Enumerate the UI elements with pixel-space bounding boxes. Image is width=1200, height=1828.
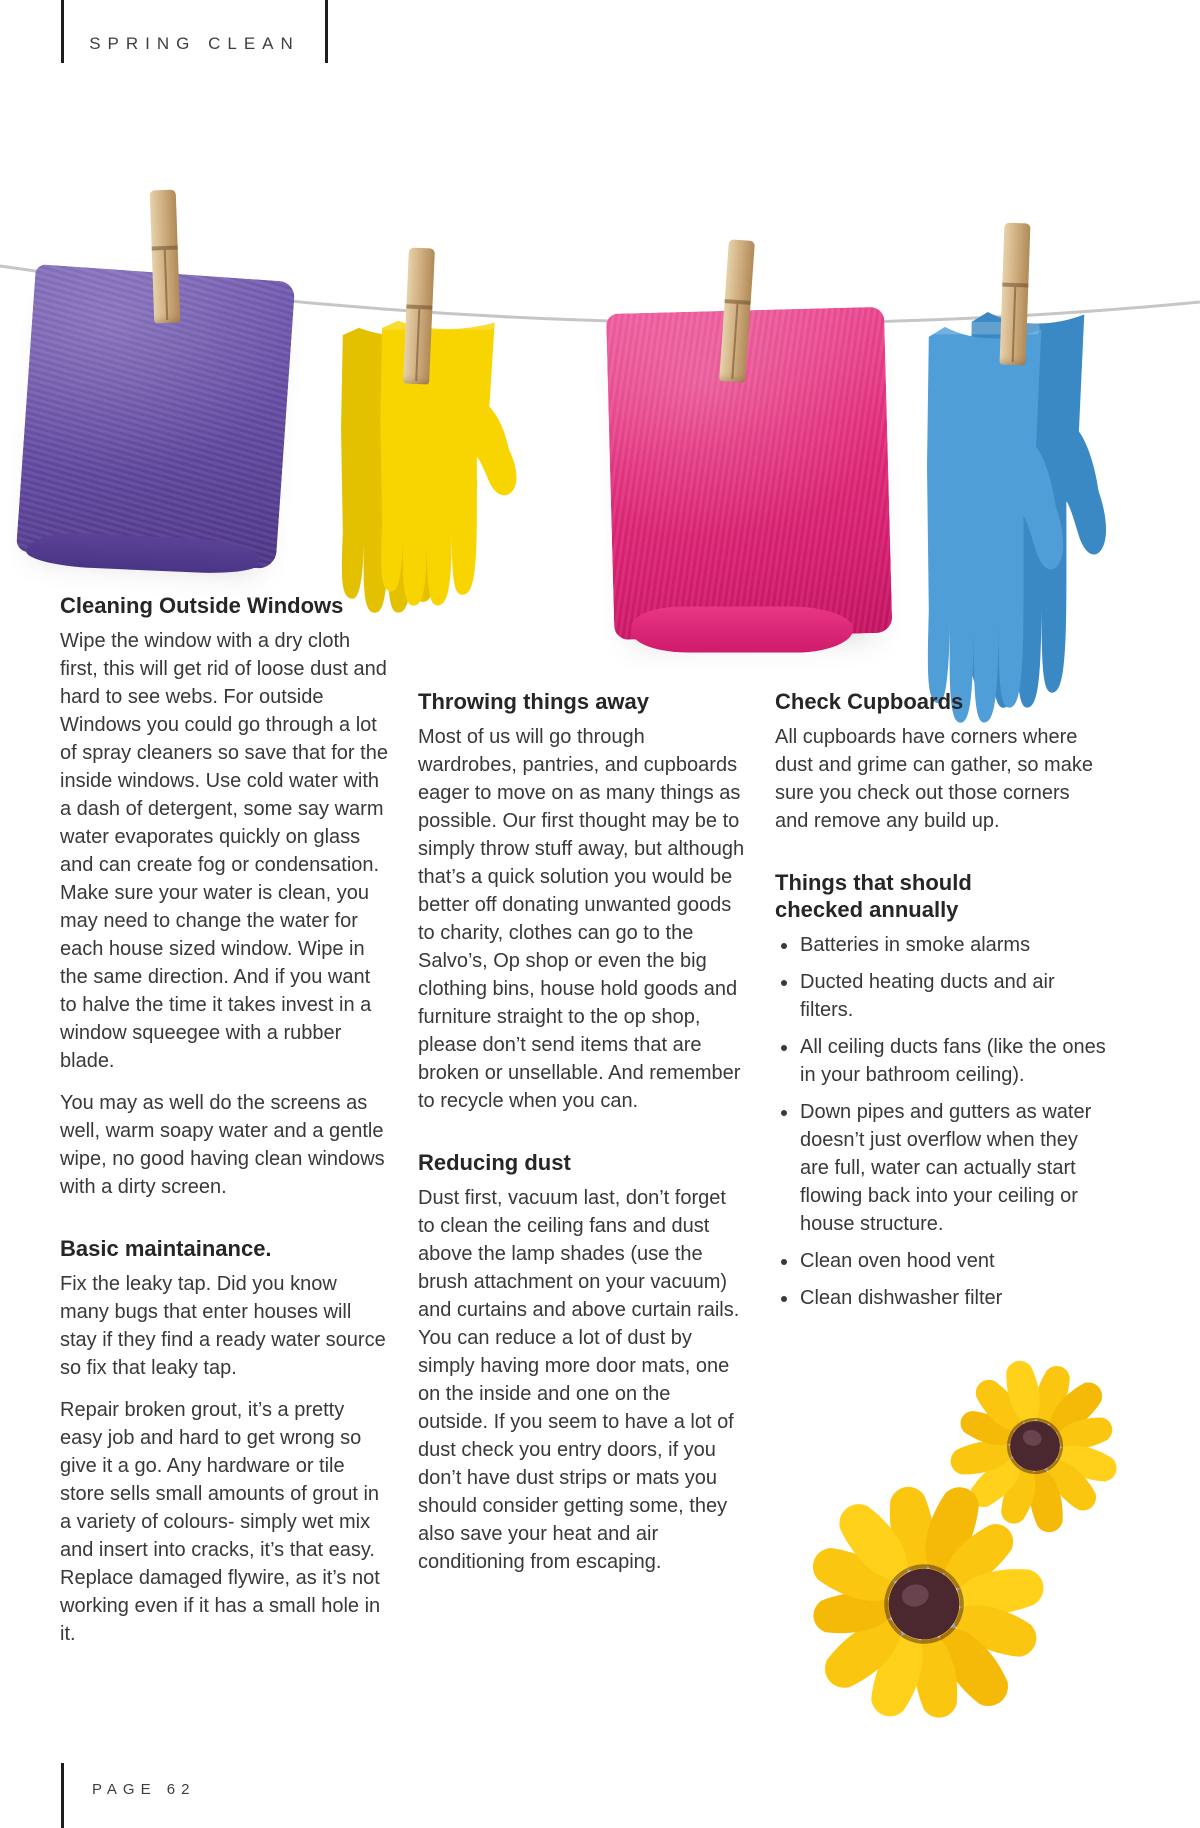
bullet-item: • All ceiling ducts fans (like the ones in your bathroom ceiling). (799, 1033, 1107, 1089)
section-heading: Throwing things away (418, 689, 650, 714)
section-annual-checks (775, 869, 1107, 1312)
bullet-item: • Batteries in smoke alarms (799, 931, 1107, 959)
column-3 (775, 688, 1107, 1321)
bullet-item: • Clean oven hood vent (799, 1247, 1107, 1275)
yellow-daisy-large (802, 1482, 1046, 1726)
paragraph: Fix the leaky tap. Did you know many bugs that enter houses will stay if they find a ready water source so fix that leaky tap. (60, 1273, 386, 1379)
paragraph: All cupboards have corners where dust and grime can gather, so make sure you check out those corners and remove any build up. (775, 726, 1093, 832)
column-2 (418, 688, 746, 1576)
column-1 (60, 592, 390, 1648)
page-number: PAGE 62 (92, 1781, 196, 1798)
section-heading: Check Cupboards (775, 689, 964, 714)
paragraph: Dust first, vacuum last, don’t forget to clean the ceiling fans and dust above the lamp shades (use the brush attachment on your vacuum) and curtains and above curtain rails. You can reduce a lot of dust by simply having more door mats, one on the inside and one on the outside. If you seem to have a lot of dust check you entry doors, if you don’t have dust strips or mats you should consider getting some, they also save your heat and air conditioning from escaping. (418, 1187, 740, 1573)
section-kicker: SPRING CLEAN (89, 34, 300, 53)
paragraph: Wipe the window with a dry cloth first, this will get rid of loose dust and hard to see webs. For outside Windows you could go through a lot of spray cleaners so save that for the inside windows. Use cold water with a dash of detergent, some say warm water evaporates quickly on glass and can create fog or condensation. Make sure your water is clean, you may need to change the water for each house sized window. Wipe in the same direction. And if you want to halve the time it takes invest in a window squeegee with a rubber blade. (60, 630, 388, 1072)
pink-cloth (606, 307, 892, 640)
clothespin (150, 190, 181, 324)
footer-rule (61, 1763, 64, 1828)
paragraph: Repair broken grout, it’s a pretty easy job and hard to get wrong so give it a go. Any hardware or tile store sells small amounts of grout in a variety of colours- simply wet mix and insert into cracks, it’s that easy. Replace damaged flywire, as it’s not working even if it has a small hole in it. (60, 1399, 381, 1645)
paragraph: You may as well do the screens as well, warm soapy water and a gentle wipe, no good having clean windows with a dirty screen. (60, 1092, 385, 1198)
blue-rubber-gloves (902, 302, 1120, 730)
section-check-cupboards (775, 688, 1107, 835)
section-heading: Things that should checked annually (775, 870, 972, 922)
section-cleaning-outside-windows (60, 592, 390, 1201)
bullet-list (775, 931, 1107, 1312)
section-heading: Cleaning Outside Windows (60, 593, 344, 618)
section-heading: Reducing dust (418, 1150, 571, 1175)
section-basic-maintainance (60, 1235, 390, 1648)
clothespin (1000, 223, 1031, 366)
clothesline-photo (0, 90, 1200, 655)
bullet-item: • Clean dishwasher filter (799, 1284, 1107, 1312)
section-throwing-things-away (418, 688, 746, 1115)
bullet-item: • Down pipes and gutters as water doesn’t just overflow when they are full, water can actually start flowing back into your ceiling or house structure. (799, 1098, 1107, 1238)
section-reducing-dust (418, 1149, 746, 1576)
bullet-item: • Ducted heating ducts and air filters. (799, 968, 1107, 1024)
header-rule-right (325, 0, 328, 63)
section-heading: Basic maintainance. (60, 1236, 272, 1261)
paragraph: Most of us will go through wardrobes, pantries, and cupboards eager to move on as many things as possible. Our first thought may be to simply throw stuff away, but although that’s a quick solution you would be better off donating unwanted goods to charity, clothes can go to the Salvo’s, Op shop or even the big clothing bins, house hold goods and furniture straight to the op shop, please don’t send items that are broken or unsellable. And remember to recycle when you can. (418, 726, 745, 1112)
